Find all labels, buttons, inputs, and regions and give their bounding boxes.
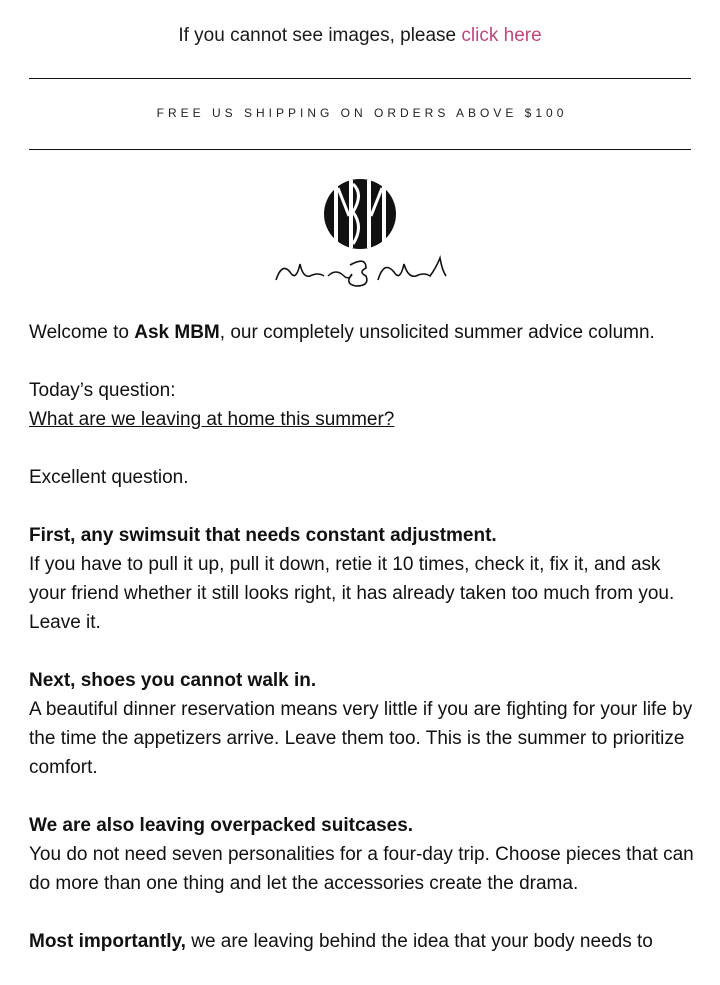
item-suitcases-heading: We are also leaving overpacked suitcases. <box>29 815 414 836</box>
shipping-banner: FREE US SHIPPING ON ORDERS ABOVE $100 <box>156 106 568 120</box>
item-body-text: we are leaving behind the idea that your body needs to <box>185 931 653 952</box>
item-swimsuit-heading: First, any swimsuit that needs constant adjustment. <box>29 525 497 546</box>
article-body <box>29 318 699 985</box>
item-swimsuit-text: If you have to pull it up, pull it down, retie it 10 times, check it, fix it, and ask your friend whether it still looks right, it has already taken too much from you. Leave it. <box>29 554 675 633</box>
question-paragraph <box>29 376 699 434</box>
mbm-logo-graphic <box>270 172 450 297</box>
intro-bold: Ask MBM <box>134 322 220 343</box>
intro-text-end: , our completely unsolicited summer advice column. <box>219 322 655 343</box>
intro-paragraph <box>29 318 699 347</box>
preheader-text: If you cannot see images, please <box>178 25 462 46</box>
item-suitcases <box>29 811 699 898</box>
question-label: Today’s question: <box>29 380 176 401</box>
item-swimsuit <box>29 521 699 637</box>
top-divider <box>29 78 691 79</box>
item-suitcases-text: You do not need seven personalities for a four-day trip. Choose pieces that can do more than one thing and let the accessories create the drama. <box>29 844 694 894</box>
item-body <box>29 927 699 956</box>
item-shoes-heading: Next, shoes you cannot walk in. <box>29 670 317 691</box>
question-link[interactable]: What are we leaving at home this summer? <box>29 409 395 430</box>
item-shoes-text: A beautiful dinner reservation means very little if you are fighting for your life by the time the appetizers arrive. Leave them too. This is the summer to prioritize comfort. <box>29 699 693 778</box>
item-shoes <box>29 666 699 782</box>
bottom-divider <box>29 149 691 150</box>
reply-paragraph: Excellent question. <box>29 467 189 488</box>
mbm-logo-icon[interactable] <box>270 172 450 297</box>
preheader <box>0 25 720 47</box>
intro-text: Welcome to <box>29 322 135 343</box>
item-body-heading: Most importantly, <box>29 931 186 952</box>
click-here-link[interactable]: click here <box>461 25 542 46</box>
